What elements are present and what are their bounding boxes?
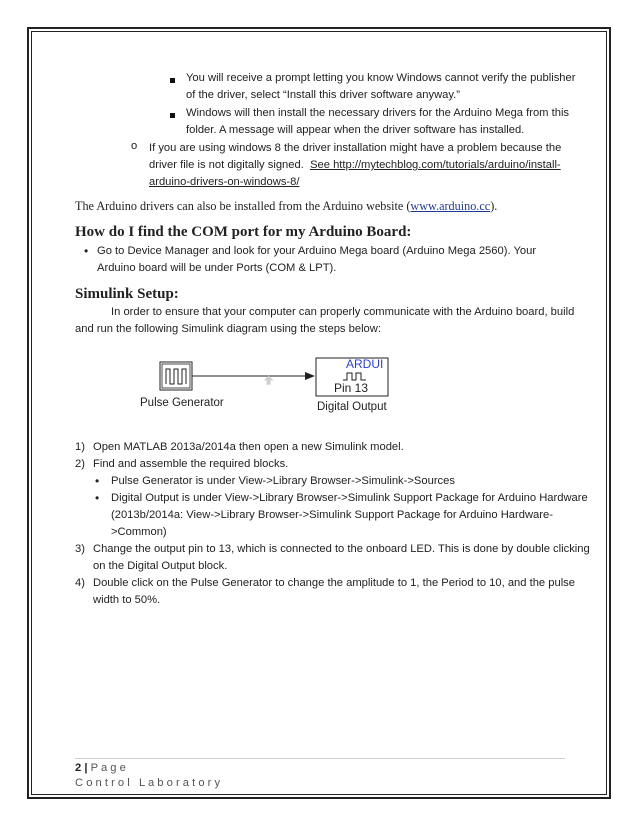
step-number: 1) bbox=[75, 441, 85, 453]
step2-bullet-cont: >Common) bbox=[111, 526, 167, 538]
mytechblog-link[interactable]: See http://mytechblog.com/tutorials/arduino/install- bbox=[310, 159, 561, 171]
step-number: 4) bbox=[75, 577, 85, 589]
bullet-text: Windows will then install the necessary drivers for the Arduino Mega from this bbox=[186, 107, 570, 119]
pulse-generator-block bbox=[160, 362, 192, 390]
square-bullet-icon bbox=[170, 113, 175, 118]
win8-note-line2 bbox=[149, 159, 561, 171]
mytechblog-link-cont[interactable]: arduino-drivers-on-windows-8/ bbox=[149, 176, 300, 188]
round-bullet-icon: • bbox=[84, 244, 89, 258]
step-text-cont: on the Digital Output block. bbox=[93, 560, 228, 572]
simulink-intro-line1: In order to ensure that your computer can properly communicate with the Arduino board, build bbox=[111, 306, 575, 318]
footer-rule bbox=[75, 758, 565, 759]
step2-bullet: Digital Output is under View->Library Browser->Simulink Support Package for Arduino Hardware bbox=[111, 492, 588, 504]
simulink-setup-heading: Simulink Setup: bbox=[75, 286, 179, 302]
win8-note-prefix: driver file is not digitally signed. bbox=[149, 159, 311, 171]
bullet-text: of the driver, select “Install this driver software anyway.” bbox=[186, 89, 460, 101]
pulse-generator-label: Pulse Generator bbox=[140, 397, 224, 409]
com-bullet-line2: Arduino board will be under Ports (COM & LPT). bbox=[97, 262, 337, 274]
website-end: ). bbox=[490, 199, 498, 213]
page-word: P a g e bbox=[90, 762, 126, 774]
step2-bullet: Pulse Generator is under View->Library Browser->Simulink->Sources bbox=[111, 475, 455, 487]
page-separator: | bbox=[84, 762, 88, 774]
win8-note-line1: If you are using windows 8 the driver installation might have a problem because the bbox=[149, 142, 562, 154]
step-text: Double click on the Pulse Generator to change the amplitude to 1, the Period to 10, and the pulse bbox=[93, 577, 575, 589]
com-port-heading: How do I find the COM port for my Arduino Board: bbox=[75, 224, 412, 240]
website-sentence bbox=[75, 199, 497, 214]
bullet-text: folder. A message will appear when the driver software has installed. bbox=[186, 124, 525, 136]
win8-note-line3 bbox=[149, 176, 299, 188]
page-number: 2 bbox=[75, 762, 82, 774]
step-number: 2) bbox=[75, 458, 85, 470]
input-arrow-icon bbox=[264, 376, 274, 385]
step-text: Change the output pin to 13, which is connected to the onboard LED. This is done by double clicking bbox=[93, 543, 590, 555]
footer-lab-name: C o n t r o l L a b o r a t o r y bbox=[75, 777, 221, 789]
digital-output-label: Digital Output bbox=[317, 401, 387, 413]
square-bullet-icon bbox=[170, 78, 175, 83]
arduino-block-title: ARDUI bbox=[346, 357, 384, 371]
com-bullet-line1: Go to Device Manager and look for your Arduino Mega board (Arduino Mega 2560). Your bbox=[97, 245, 537, 257]
step-text-cont: width to 50%. bbox=[93, 594, 161, 606]
arduino-website-link[interactable]: www.arduino.cc bbox=[410, 199, 491, 213]
simulink-diagram bbox=[135, 356, 405, 416]
pin-label: Pin 13 bbox=[334, 381, 369, 395]
circle-bullet-marker: o bbox=[131, 140, 138, 152]
arrow-head-icon bbox=[305, 372, 315, 380]
bullet-text: You will receive a prompt letting you know Windows cannot verify the publisher bbox=[186, 72, 576, 84]
simulink-intro-line2: and run the following Simulink diagram using the steps below: bbox=[75, 323, 381, 335]
footer-page bbox=[75, 762, 126, 774]
step-text: Open MATLAB 2013a/2014a then open a new Simulink model. bbox=[93, 441, 404, 453]
round-bullet-icon: • bbox=[95, 491, 100, 505]
step2-bullet-cont: (2013b/2014a: View->Library Browser->Simulink Support Package for Arduino Hardware- bbox=[111, 509, 553, 521]
step-text: Find and assemble the required blocks. bbox=[93, 458, 289, 470]
round-bullet-icon: • bbox=[95, 474, 100, 488]
website-text: The Arduino drivers can also be installed from the Arduino website ( bbox=[75, 199, 411, 213]
step-number: 3) bbox=[75, 543, 85, 555]
